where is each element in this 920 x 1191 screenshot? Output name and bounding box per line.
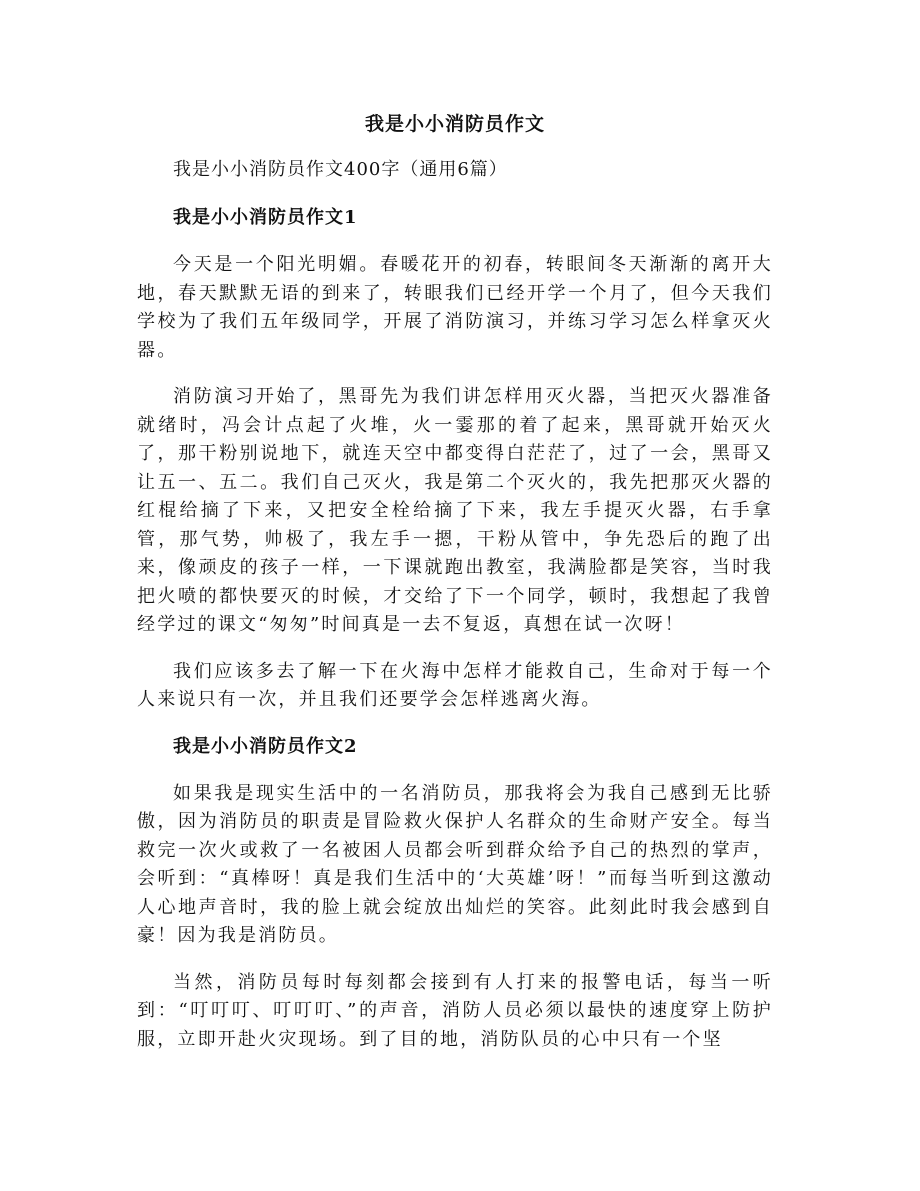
section-2-paragraph: 当然，消防员每时每刻都会接到有人打来的报警电话，每当一听到：“叮叮叮、叮叮叮、”的声音，消防人员必须以最快的速度穿上防护服，立即开赴火灾现场。到了目的地，消防队员的心中只有一个坚 <box>137 971 773 1050</box>
document-subtitle: 我是小小消防员作文400字（通用6篇） <box>173 159 508 180</box>
section-1-paragraph: 我们应该多去了解一下在火海中怎样才能救自己，生命对于每一个人来说只有一次，并且我们还要学会怎样逃离火海。 <box>137 660 773 710</box>
section-1-paragraph: 今天是一个阳光明媚。春暖花开的初春，转眼间冬天渐渐的离开大地，春天默默无语的到来了，转眼我们已经开学一个月了，但今天我们学校为了我们五年级同学，开展了消防演习，并练习学习怎么样拿灭火器。 <box>137 254 773 361</box>
section-heading-1: 我是小小消防员作文1 <box>173 207 358 228</box>
document-page <box>137 110 773 1072</box>
section-heading-2: 我是小小消防员作文2 <box>173 735 358 757</box>
section-2-paragraph: 如果我是现实生活中的一名消防员，那我将会为我自己感到无比骄傲，因为消防员的职责是冒险救火保护人名群众的生命财产安全。每当救完一次火或救了一名被困人员都会听到群众给予自己的热烈的掌声，会听到：“真棒呀！真是我们生活中的‘大英雄’呀！”而每当听到这激动人心地声音时，我的脸上就会绽放出灿烂的笑容。此刻此时我会感到自豪！因为我是消防员。 <box>137 782 773 946</box>
document-title: 我是小小消防员作文 <box>364 113 545 135</box>
section-1-paragraph: 消防演习开始了，黑哥先为我们讲怎样用灭火器，当把灭火器准备就绪时，冯会计点起了火堆，火一霎那的着了起来，黑哥就开始灭火了，那干粉别说地下，就连天空中都变得白茫茫了，过了一会，黑哥又让五一、五二。我们自己灭火，我是第二个灭火的，我先把那灭火器的红棍给摘了下来，又把安全栓给摘了下来，我左手提灭火器，右手拿管，那气势，帅极了，我左手一摁，干粉从管中，争先恐后的跑了出来，像顽皮的孩子一样，一下课就跑出教室，我满脸都是笑容，当时我把火喷的都快要灭的时候，才交给了下一个同学，顿时，我想起了我曾经学过的课文“匆匆”时间真是一去不复返，真想在试一次呀！ <box>137 386 773 635</box>
